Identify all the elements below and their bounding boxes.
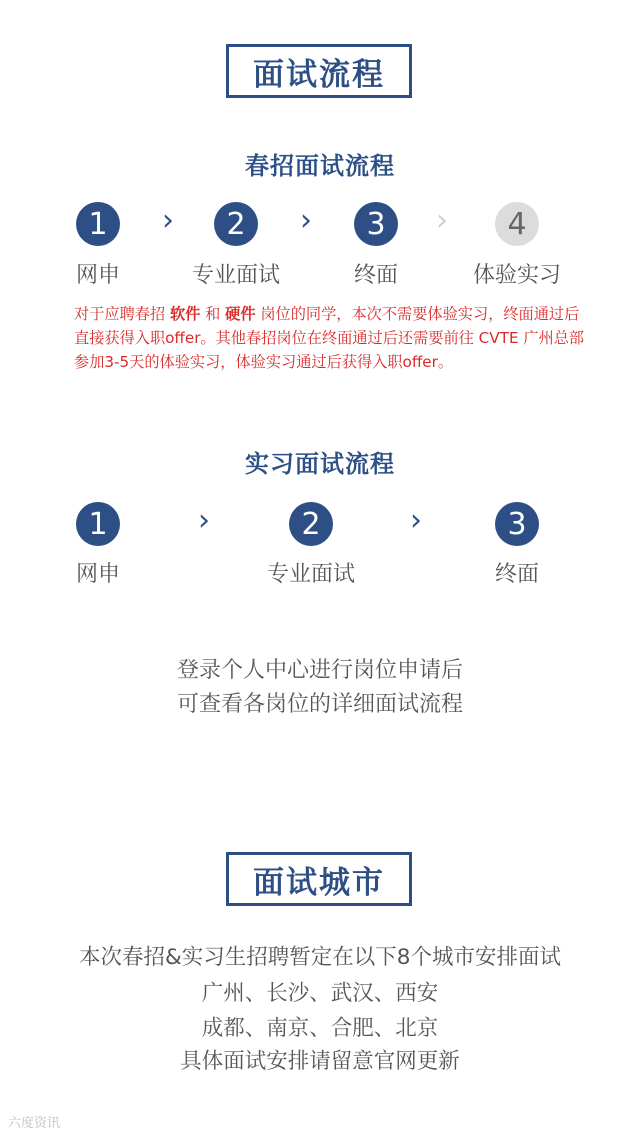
step-1-label: 网申 — [75, 562, 120, 587]
intern-process-subtitle: 实习面试流程 — [245, 450, 395, 478]
section-title-interview-process: 面试流程 — [226, 44, 412, 98]
step-2-label: 专业面试 — [191, 263, 280, 288]
cities-intro: 本次春招&实习生招聘暂定在以下8个城市安排面试 — [79, 945, 561, 970]
step-2-badge: 2 — [289, 502, 333, 546]
chevron-right-icon: › — [300, 203, 312, 238]
chevron-right-icon: › — [410, 503, 422, 538]
step-3-label: 终面 — [494, 562, 539, 587]
software-highlight: 软件 — [169, 305, 201, 323]
cities-line-1: 广州、长沙、武汉、西安 — [201, 981, 439, 1006]
step-4-label: 体验实习 — [472, 263, 561, 288]
step-2-badge: 2 — [214, 202, 258, 246]
spring-process-subtitle: 春招面试流程 — [245, 152, 395, 180]
hardware-highlight: 硬件 — [225, 305, 256, 323]
step-3-badge: 3 — [354, 202, 398, 246]
step-1-label: 网申 — [75, 263, 120, 288]
step-3-badge: 3 — [495, 502, 539, 546]
chevron-right-icon: › — [162, 203, 174, 238]
step-1-badge: 1 — [76, 502, 120, 546]
chevron-right-icon: › — [198, 503, 210, 538]
chevron-right-icon: › — [436, 203, 448, 238]
watermark-logo: 六度资讯 — [8, 1116, 61, 1131]
login-note-line-1: 登录个人中心进行岗位申请后 — [176, 658, 463, 683]
step-2-label: 专业面试 — [266, 562, 355, 587]
step-1-badge: 1 — [76, 202, 120, 246]
spring-process-note: 对于应聘春招 软件 和 硬件 岗位的同学，本次不需要体验实习，终面通过后直接获得入职offer。其他春招岗位在终面通过后还需要前往 CVTE 广州总部参加3-5天的体验实习，体验实习通过后获得入职offer。 — [74, 305, 585, 371]
login-note-line-2: 可查看各岗位的详细面试流程 — [176, 692, 463, 717]
step-3-label: 终面 — [353, 263, 398, 288]
section-title-interview-cities: 面试城市 — [226, 852, 412, 906]
step-4-badge: 4 — [495, 202, 539, 246]
cities-line-2: 成都、南京、合肥、北京 — [201, 1016, 439, 1041]
cities-update-note: 具体面试安排请留意官网更新 — [180, 1049, 460, 1074]
